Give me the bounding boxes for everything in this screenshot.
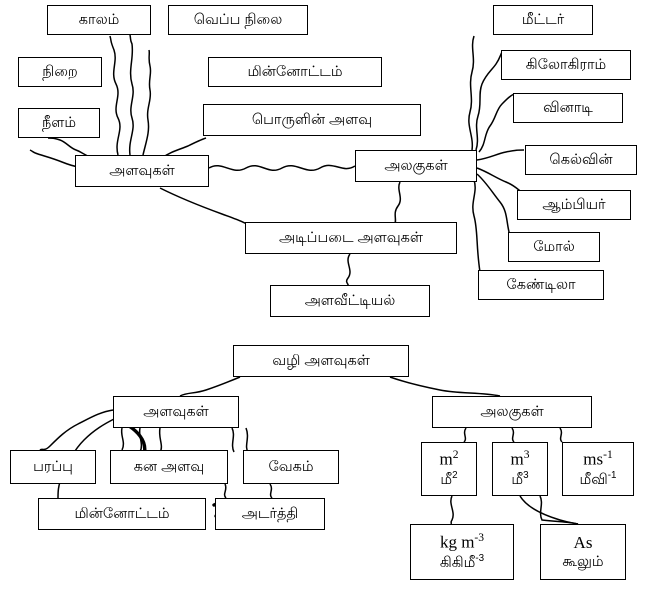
- unit-m2-symbol: m: [439, 450, 453, 470]
- node-mol: மோல்: [508, 232, 600, 262]
- unit-square-metre: [421, 442, 477, 496]
- node-adippadai-alavugal: அடிப்படை அளவுகள்: [245, 222, 457, 254]
- unit-m3-tamil: மீ: [511, 472, 524, 489]
- unit-m3-exponent: 3: [523, 448, 530, 462]
- unit-ms1-tamil: மீவி: [579, 472, 608, 489]
- unit-m3-tamil-exponent: 3: [523, 470, 529, 482]
- unit-kgm3-exponent: -3: [474, 531, 485, 545]
- node-minnottam-2: மின்னோட்டம்: [38, 498, 206, 530]
- node-neelam: நீளம்: [18, 108, 100, 138]
- node-kilogram: கிலோகிராம்: [501, 50, 631, 80]
- node-kaalam: காலம்: [47, 5, 151, 35]
- unit-kg-per-cubic-metre: [410, 524, 514, 580]
- unit-cubic-metre: [492, 442, 548, 496]
- node-veppanilai: வெப்ப நிலை: [168, 5, 308, 35]
- unit-m2-tamil-exponent: 2: [452, 470, 458, 482]
- unit-metre-per-second: [562, 442, 634, 496]
- unit-ms1-symbol: ms: [583, 450, 604, 470]
- node-alavugal-derived: அளவுகள்: [113, 396, 239, 428]
- node-meettar: மீட்டர்: [493, 5, 593, 35]
- node-vali-alavugal: வழி அளவுகள்: [233, 345, 409, 377]
- unit-ms1-tamil-exponent: -1: [607, 470, 617, 482]
- unit-kgm3-tamil: கிகிமீ: [439, 555, 476, 572]
- unit-kgm3-tamil-exponent: -3: [475, 553, 485, 565]
- node-parappu: பரப்பு: [10, 450, 96, 484]
- unit-m2-tamil: மீ: [440, 472, 453, 489]
- unit-ms1-exponent: -1: [603, 448, 613, 462]
- node-alagugal-derived: அலகுகள்: [432, 396, 592, 428]
- unit-ampere-second: [540, 524, 626, 580]
- unit-m2-exponent: 2: [452, 448, 459, 462]
- node-ampere: ஆம்பியர்: [517, 190, 631, 220]
- node-alaveettial: அளவீட்டியல்: [270, 285, 430, 317]
- node-kelvin: கெல்வின்: [525, 145, 637, 175]
- node-adarthi: அடர்த்தி: [215, 498, 325, 530]
- node-candela: கேண்டிலா: [478, 270, 604, 300]
- node-alagugal-basic: அலகுகள்: [355, 150, 477, 182]
- unit-m3-symbol: m: [510, 450, 524, 470]
- node-kan-alavu: கன அளவு: [110, 450, 228, 484]
- unit-kgm3-symbol: kg m: [439, 533, 475, 553]
- node-vinaadi: வினாடி: [513, 93, 623, 123]
- node-nirai: நிறை: [18, 57, 102, 87]
- unit-as-tamil: கூலும்: [562, 553, 604, 570]
- unit-as-symbol: As: [573, 533, 593, 553]
- node-alavugal-basic: அளவுகள்: [75, 155, 209, 187]
- node-porulin-alavu: பொருளின் அளவு: [203, 104, 421, 136]
- node-minnottam-1: மின்னோட்டம்: [208, 57, 382, 87]
- node-vegam: வேகம்: [243, 450, 339, 484]
